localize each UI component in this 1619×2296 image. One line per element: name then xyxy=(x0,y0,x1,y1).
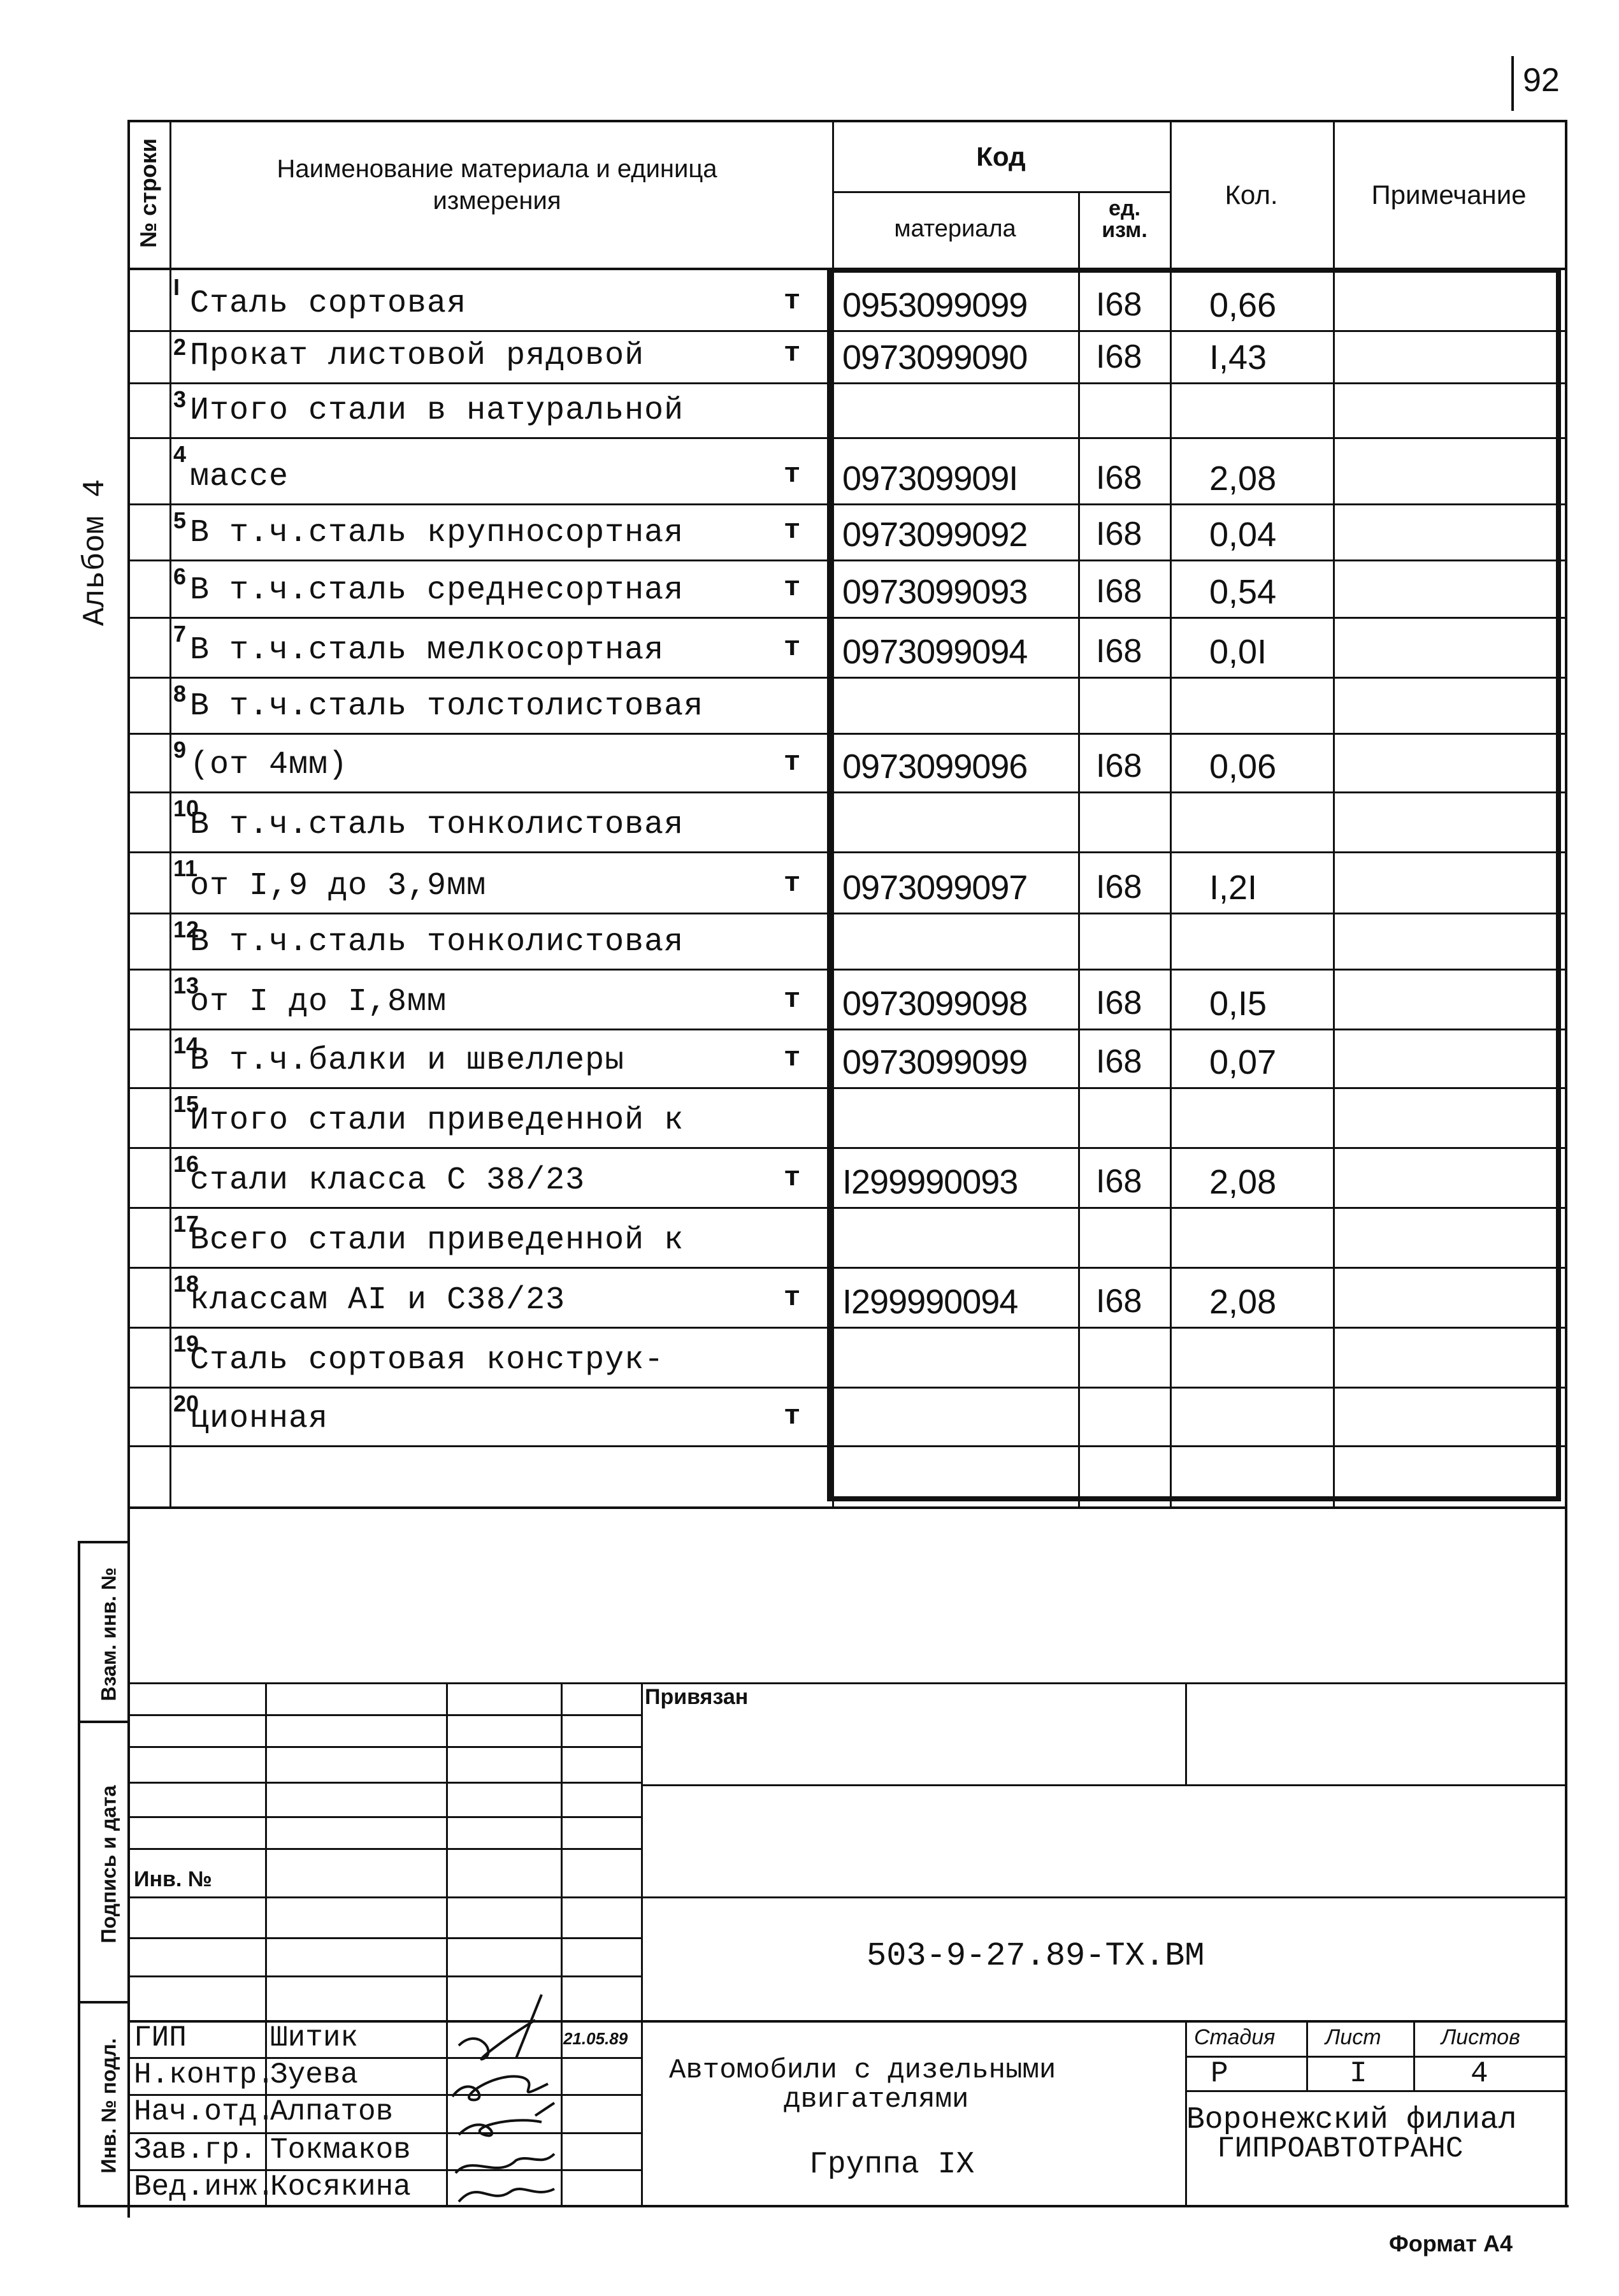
row-number: 17 xyxy=(173,1211,199,1237)
row-divider xyxy=(127,1029,1567,1030)
row-number: 12 xyxy=(173,916,199,942)
unit-code: I68 xyxy=(1096,869,1142,906)
header-code-material: материала xyxy=(894,215,1016,242)
row-divider xyxy=(127,382,1567,384)
stamp-title-line2: двигателями xyxy=(784,2084,969,2116)
row-divider xyxy=(127,1267,1567,1269)
unit-code: I68 xyxy=(1096,1163,1142,1200)
side-label-podpis: Подпись и дата xyxy=(97,1785,120,1944)
quantity: 2,08 xyxy=(1209,1283,1277,1321)
unit-of-measure: т xyxy=(784,1401,801,1433)
unit-of-measure: т xyxy=(784,1162,801,1194)
unit-code: I68 xyxy=(1096,459,1142,496)
material-code: I299990094 xyxy=(842,1283,1018,1321)
stamp-org-line1: Воронежский филиал xyxy=(1186,2103,1517,2137)
quantity: 0,07 xyxy=(1209,1043,1277,1081)
stamp-person-name: Шитик xyxy=(270,2021,359,2054)
stamp-sheets: 4 xyxy=(1471,2057,1488,2090)
material-name: В т.ч.сталь тонколистовая xyxy=(190,807,684,843)
material-code: 0973099099 xyxy=(842,1043,1028,1081)
stamp-person-name: Косякина xyxy=(270,2170,411,2204)
unit-code: I68 xyxy=(1096,1283,1142,1320)
stamp-doc-code: 503-9-27.89-ТХ.ВМ xyxy=(867,1937,1205,1975)
quantity: 0,66 xyxy=(1209,286,1277,324)
unit-of-measure: т xyxy=(784,1282,801,1314)
stamp-role: Зав.гр. xyxy=(134,2134,257,2167)
row-divider xyxy=(127,560,1567,561)
row-divider xyxy=(127,1327,1567,1329)
stamp-stage: Р xyxy=(1211,2057,1228,2090)
unit-code: I68 xyxy=(1096,985,1142,1022)
quantity: 0,0I xyxy=(1209,633,1267,671)
material-name: Всего стали приведенной к xyxy=(190,1222,684,1259)
material-name: ционная xyxy=(190,1401,329,1437)
stamp-role: ГИП xyxy=(134,2021,187,2054)
row-number: 2 xyxy=(173,334,187,360)
row-number: 18 xyxy=(173,1271,199,1297)
material-name: от I,9 до 3,9мм xyxy=(190,868,487,904)
material-name: Сталь сортовая конструк- xyxy=(190,1342,665,1378)
row-number: 9 xyxy=(173,737,187,763)
unit-code: I68 xyxy=(1096,286,1142,323)
quantity: I,2I xyxy=(1209,869,1258,907)
material-code: 0973099093 xyxy=(842,573,1028,611)
row-number: I xyxy=(173,274,180,300)
signature-marks xyxy=(446,1988,561,2206)
stamp-role: Н.контр. xyxy=(134,2058,275,2091)
album-label: Альбом 4 xyxy=(78,479,113,626)
page-number: 92 xyxy=(1523,62,1560,99)
unit-of-measure: т xyxy=(784,1043,801,1074)
row-number: 7 xyxy=(173,621,187,647)
unit-code: I68 xyxy=(1096,1043,1142,1080)
stamp-inv-no: Инв. № xyxy=(134,1867,212,1891)
material-name: стали класса С 38/23 xyxy=(190,1162,586,1199)
material-code: I299990093 xyxy=(842,1163,1018,1201)
stamp-sheet: I xyxy=(1349,2057,1367,2090)
row-number: 13 xyxy=(173,972,199,999)
material-name: Итого стали приведенной к xyxy=(190,1102,684,1139)
row-number: 8 xyxy=(173,681,187,707)
row-divider xyxy=(127,617,1567,619)
unit-of-measure: т xyxy=(784,285,801,317)
unit-of-measure: т xyxy=(784,515,801,547)
row-number: 16 xyxy=(173,1151,199,1177)
row-divider xyxy=(127,913,1567,914)
header-note: Примечание xyxy=(1371,180,1527,210)
unit-code: I68 xyxy=(1096,573,1142,610)
material-name: В т.ч.балки и швеллеры xyxy=(190,1043,625,1079)
material-name: (от 4мм) xyxy=(190,747,349,783)
quantity: 2,08 xyxy=(1209,459,1277,498)
header-qty: Кол. xyxy=(1225,180,1278,210)
unit-of-measure: т xyxy=(784,632,801,664)
row-divider xyxy=(127,791,1567,793)
material-name: Прокат листовой рядовой xyxy=(190,338,645,374)
row-divider xyxy=(127,503,1567,505)
row-number: 14 xyxy=(173,1032,199,1058)
material-code: 0973099094 xyxy=(842,633,1028,671)
material-code: 0973099098 xyxy=(842,985,1028,1023)
material-name: В т.ч.сталь среднесортная xyxy=(190,572,684,609)
stamp-stage-label: Стадия xyxy=(1194,2025,1276,2049)
stamp-date: 21.05.89 xyxy=(563,2029,628,2048)
row-divider xyxy=(127,1387,1567,1389)
header-row-no: № строки xyxy=(135,138,161,248)
material-name: классам AI и С38/23 xyxy=(190,1282,566,1318)
material-code: 0973099090 xyxy=(842,338,1028,377)
material-name: В т.ч.сталь крупносортная xyxy=(190,515,684,551)
header-material-name: Наименование материала и единица измерения xyxy=(277,155,717,215)
stamp-person-name: Алпатов xyxy=(270,2095,394,2128)
row-number: 4 xyxy=(173,441,187,467)
quantity: 0,04 xyxy=(1209,516,1277,554)
material-code: 097309909I xyxy=(842,459,1018,498)
row-divider xyxy=(127,969,1567,971)
side-label-inv-podl: Инв. № подл. xyxy=(97,2038,120,2174)
header-code: Код xyxy=(976,141,1026,171)
row-divider xyxy=(127,851,1567,853)
quantity: 0,54 xyxy=(1209,573,1277,611)
row-divider xyxy=(127,330,1567,332)
row-number: 11 xyxy=(173,855,198,881)
quantity: 0,06 xyxy=(1209,747,1277,786)
unit-of-measure: т xyxy=(784,747,801,779)
stamp-org-line2: ГИПРОАВТОТРАНС xyxy=(1217,2132,1464,2165)
unit-code: I68 xyxy=(1096,633,1142,670)
row-divider xyxy=(127,1087,1567,1089)
row-number: 20 xyxy=(173,1390,199,1417)
side-label-vzam: Взам. инв. № xyxy=(97,1567,120,1701)
stamp-sheets-label: Листов xyxy=(1441,2025,1520,2049)
unit-of-measure: т xyxy=(784,572,801,604)
unit-of-measure: т xyxy=(784,984,801,1016)
material-name: Сталь сортовая xyxy=(190,285,467,322)
page-number-divider xyxy=(1511,56,1514,111)
quantity: 2,08 xyxy=(1209,1163,1277,1201)
row-number: 5 xyxy=(173,507,187,533)
material-name: В т.ч.сталь тонколистовая xyxy=(190,924,684,960)
row-divider xyxy=(127,733,1567,735)
table-bottom-line xyxy=(127,1506,1567,1509)
row-divider xyxy=(127,1147,1567,1149)
unit-of-measure: т xyxy=(784,459,801,491)
unit-code: I68 xyxy=(1096,516,1142,552)
unit-code: I68 xyxy=(1096,338,1142,375)
material-code: 0953099099 xyxy=(842,286,1028,324)
stamp-title-line1: Автомобили с дизельными xyxy=(669,2054,1056,2086)
row-number: 6 xyxy=(173,563,187,589)
material-code: 0973099097 xyxy=(842,869,1028,907)
material-code: 0973099092 xyxy=(842,516,1028,554)
row-divider xyxy=(127,677,1567,679)
stamp-person-name: Зуева xyxy=(270,2058,359,2091)
format-label: Формат А4 xyxy=(1389,2230,1513,2256)
unit-code: I68 xyxy=(1096,747,1142,784)
row-divider xyxy=(127,1445,1567,1447)
quantity: I,43 xyxy=(1209,338,1267,377)
row-divider xyxy=(127,1207,1567,1209)
row-divider xyxy=(127,437,1567,439)
row-number: 15 xyxy=(173,1091,199,1117)
stamp-role: Нач.отд. xyxy=(134,2095,275,2128)
stamp-sheet-label: Лист xyxy=(1325,2025,1381,2049)
material-name: массе xyxy=(190,459,289,495)
stamp-title-line3: Группа IX xyxy=(809,2148,975,2182)
stamp-privyazan: Привязан xyxy=(645,1685,749,1709)
row-number: 10 xyxy=(173,795,199,821)
material-code: 0973099096 xyxy=(842,747,1028,786)
material-name: В т.ч.сталь толстолистовая xyxy=(190,688,704,725)
stamp-role: Вед.инж. xyxy=(134,2170,275,2204)
material-name: Итого стали в натуральной xyxy=(190,393,684,429)
row-number: 19 xyxy=(173,1331,199,1357)
material-name: от I до I,8мм xyxy=(190,984,447,1020)
header-code-unit: ед. изм. xyxy=(1102,196,1148,242)
row-number: 3 xyxy=(173,386,187,412)
material-name: В т.ч.сталь мелкосортная xyxy=(190,632,665,668)
quantity: 0,I5 xyxy=(1209,985,1267,1023)
stamp-person-name: Токмаков xyxy=(270,2134,411,2167)
unit-of-measure: т xyxy=(784,338,801,370)
unit-of-measure: т xyxy=(784,868,801,900)
